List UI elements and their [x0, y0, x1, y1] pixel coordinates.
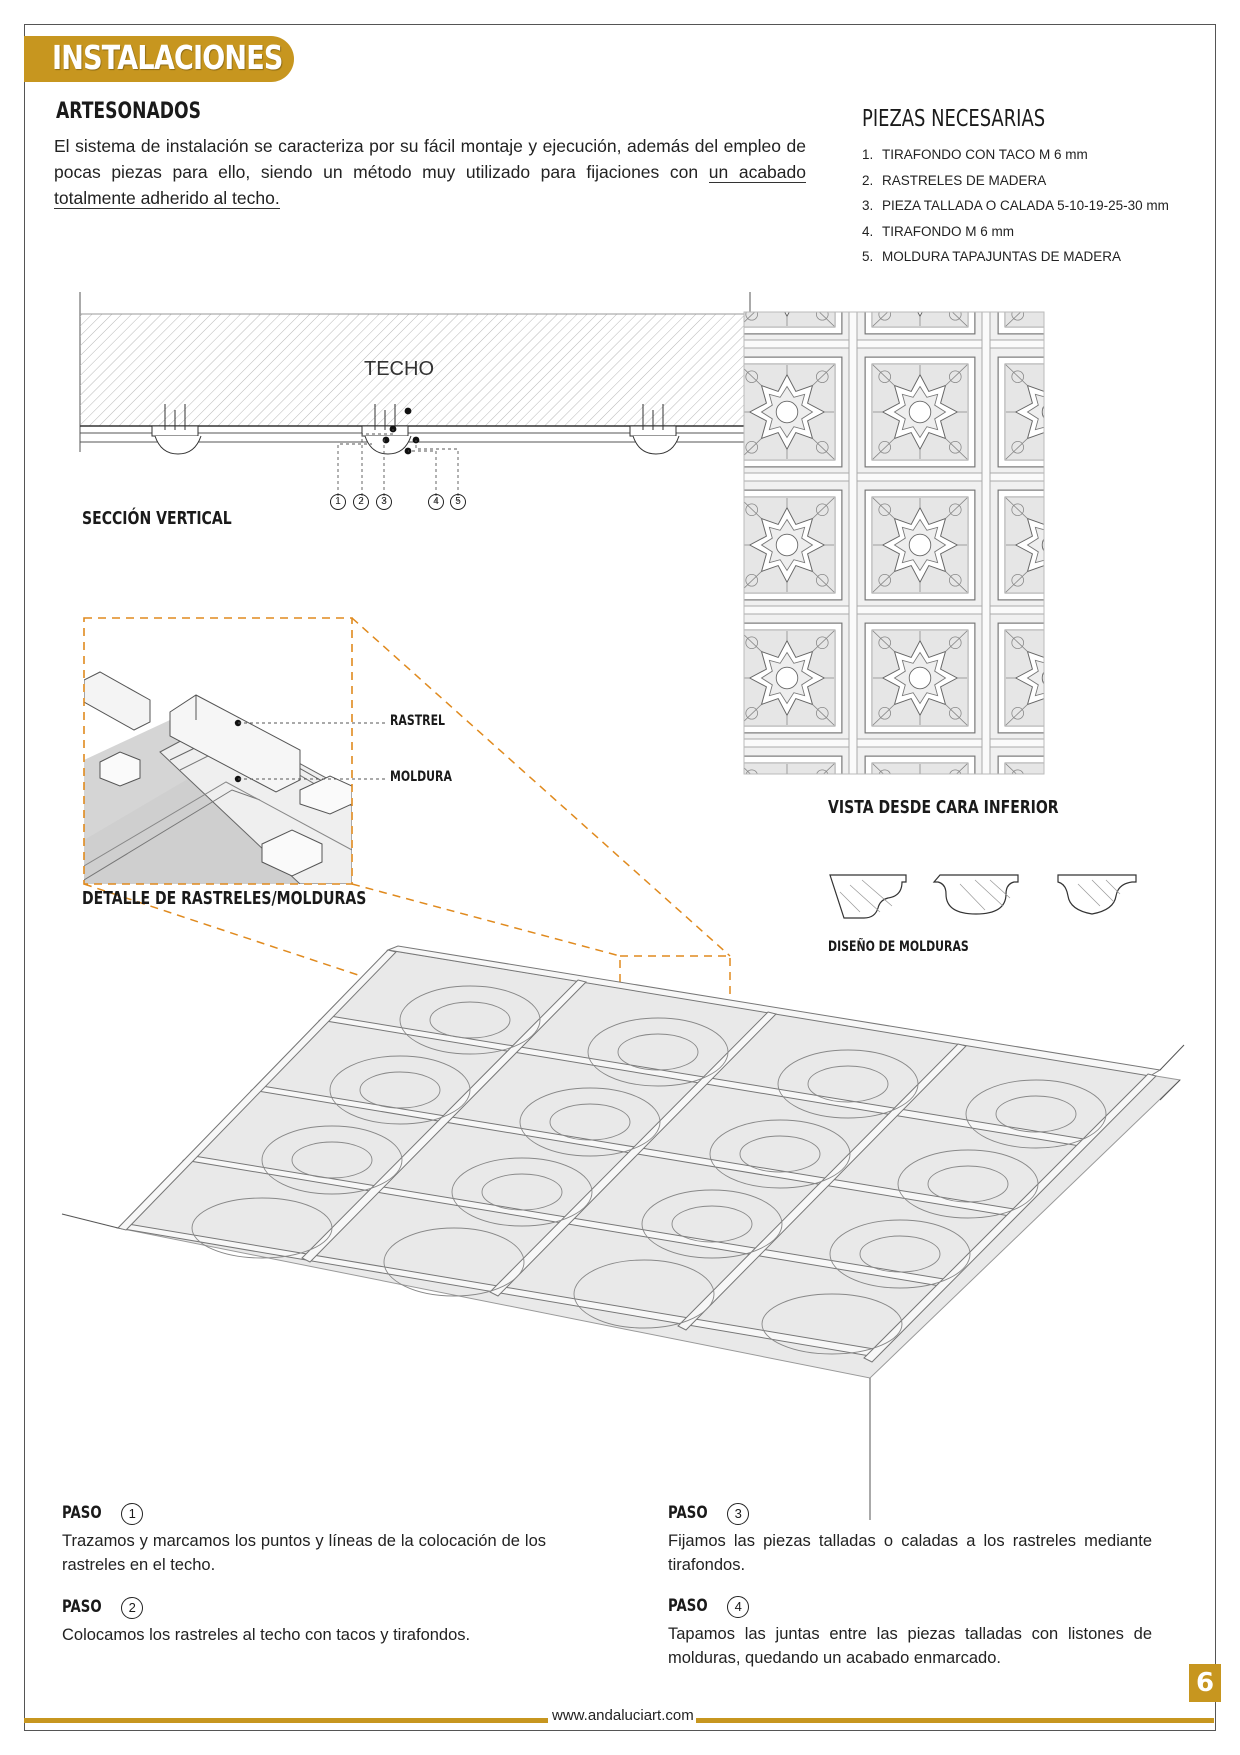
rosette-tile — [732, 756, 842, 866]
step-3 — [668, 1503, 1152, 1577]
section-caption-wrap — [82, 508, 274, 529]
footer-rule-left — [24, 1718, 548, 1723]
step-1 — [62, 1503, 546, 1577]
vertical-section-drawing — [80, 292, 750, 502]
parts-title: PIEZAS NECESARIAS — [862, 106, 1046, 132]
rosette-tile — [998, 490, 1108, 600]
moldings-caption: DISEÑO DE MOLDURAS — [828, 939, 969, 955]
callout-2: 2 — [353, 494, 369, 510]
callout-5: 5 — [450, 494, 466, 510]
step-text: Fijamos las piezas talladas o caladas a los rastreles mediante tirafondos. — [668, 1532, 1152, 1574]
step-label: PASO — [668, 1596, 708, 1617]
callout-1: 1 — [330, 494, 346, 510]
step-number: 2 — [121, 1597, 143, 1619]
underside-caption: VISTA DESDE CARA INFERIOR — [828, 797, 1059, 818]
intro-text: El sistema de instalación se caracteriza por su fácil montaje y ejecución, además del empleo de pocas piezas para ello, siendo un método muy utilizado para fijaciones con — [54, 136, 806, 182]
rosette-tile — [998, 357, 1108, 467]
molding-profile-1 — [830, 875, 906, 918]
rosette-tile — [732, 490, 842, 600]
page-number: 6 — [1189, 1664, 1221, 1702]
rosette-tile — [865, 224, 975, 334]
detail-caption: DETALLE DE RASTRELES/MOLDURAS — [82, 888, 367, 909]
step-label: PASO — [62, 1597, 102, 1618]
step-2 — [62, 1597, 546, 1647]
underside-caption-wrap — [828, 797, 1124, 818]
label-moldura: MOLDURA — [390, 769, 452, 785]
footer-rule-right — [696, 1718, 1214, 1723]
step-text: Tapamos las juntas entre las piezas talladas con listones de molduras, quedando un acabado enmarcado. — [668, 1625, 1152, 1667]
step-number: 1 — [121, 1503, 143, 1525]
step-number: 3 — [727, 1503, 749, 1525]
parts-item: 5. MOLDURA TAPAJUNTAS DE MADERA — [862, 249, 1122, 265]
rosette-tile — [865, 490, 975, 600]
molding-profile-3 — [1058, 875, 1136, 914]
parts-item: 3. PIEZA TALLADA O CALADA 5-10-19-25-30 mm — [862, 198, 1169, 214]
rosette-tile — [732, 623, 842, 733]
step-label: PASO — [668, 1503, 708, 1524]
rosette-tile — [998, 224, 1108, 334]
rosette-tile — [732, 224, 842, 334]
intro-title: ARTESONADOS — [56, 99, 201, 124]
ceiling-label: TECHO — [364, 358, 434, 380]
rosette-tile — [865, 357, 975, 467]
moldings-caption-wrap — [828, 938, 1008, 956]
intro-underlined-text: un acabado totalmente adherido al techo. — [54, 162, 806, 208]
step-text: Colocamos los rastreles al techo con tacos y tirafondos. — [62, 1626, 471, 1644]
step-text: Trazamos y marcamos los puntos y líneas de la colocación de los rastreles en el techo. — [62, 1532, 546, 1574]
step-label: PASO — [62, 1503, 102, 1524]
parts-item: 1. TIRAFONDO CON TACO M 6 mm — [862, 147, 1088, 162]
rosette-tile — [732, 357, 842, 467]
label-rastrel: RASTREL — [390, 713, 446, 729]
detail-caption-wrap — [82, 888, 447, 909]
isometric-ceiling — [62, 946, 1184, 1520]
section-title: INSTALACIONES — [52, 38, 283, 77]
section-callouts — [330, 494, 480, 516]
underside-grid — [732, 224, 1108, 866]
parts-item: 2. RASTRELES DE MADERA — [862, 172, 1047, 188]
callout-3: 3 — [376, 494, 392, 510]
parts-item: 4. TIRAFONDO M 6 mm — [862, 223, 1014, 239]
footer-url[interactable]: www.andaluciart.com — [552, 1707, 694, 1724]
detail-illustration — [84, 618, 386, 884]
rosette-tile — [865, 623, 975, 733]
label-rastrel-wrap — [390, 712, 461, 730]
step-number: 4 — [727, 1596, 749, 1618]
step-4 — [668, 1596, 1152, 1670]
rosette-tile — [998, 623, 1108, 733]
section-caption: SECCIÓN VERTICAL — [82, 508, 232, 529]
callout-4: 4 — [428, 494, 444, 510]
label-moldura-wrap — [390, 768, 469, 786]
